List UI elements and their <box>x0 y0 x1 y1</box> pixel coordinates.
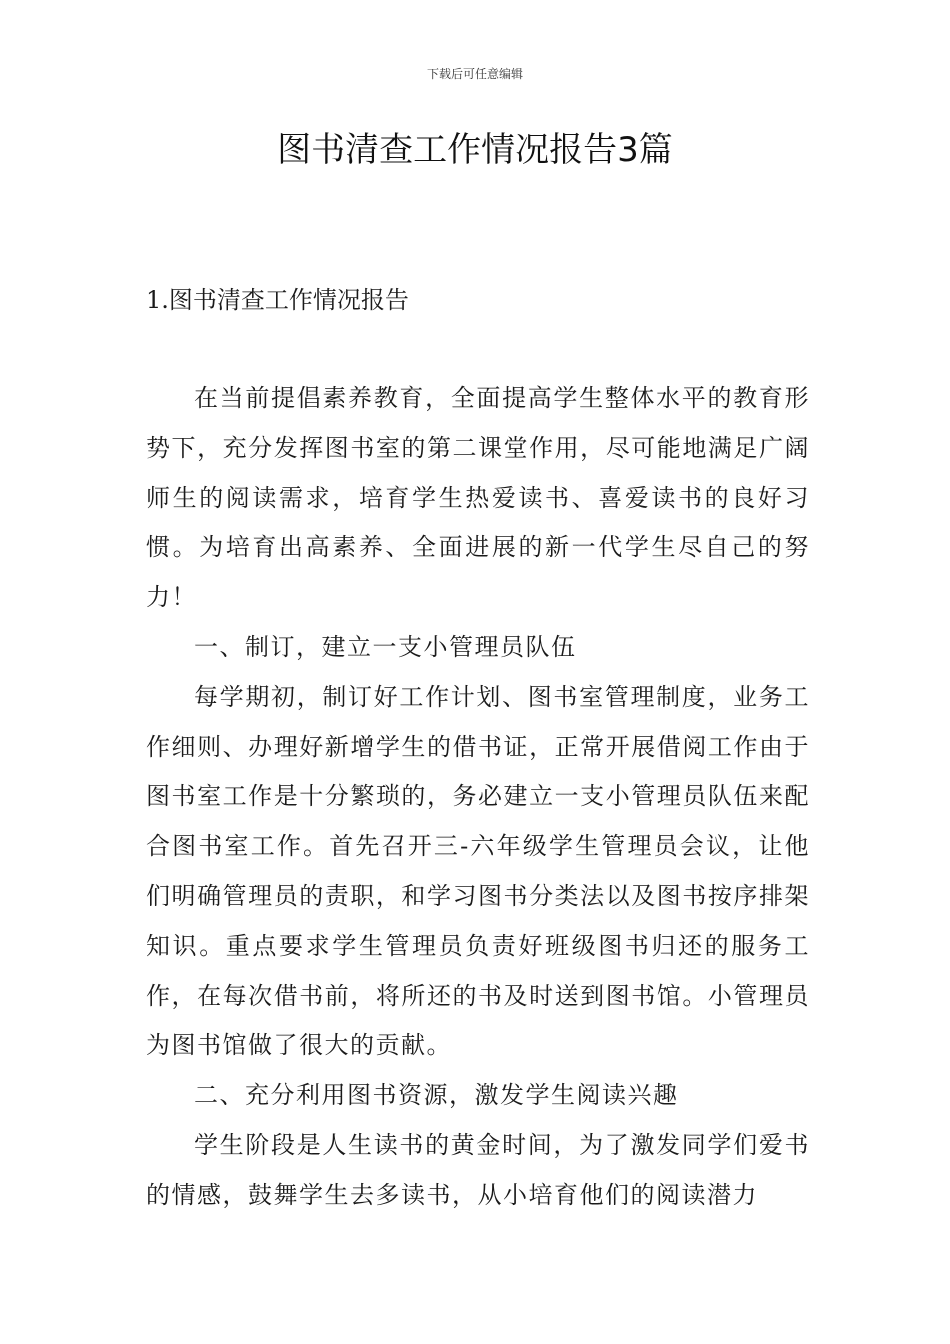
paragraph-reading: 学生阶段是人生读书的黄金时间，为了激发同学们爱书的情感，鼓舞学生去多读书，从小培育他们的阅读潜力 <box>146 1130 810 1209</box>
document-body <box>146 374 810 1221</box>
document-title: 图书清查工作情况报告3篇 <box>277 130 673 170</box>
section-heading: 1.图书清查工作情况报告 <box>146 286 409 314</box>
subheading-one: 一、制订，建立一支小管理员队伍 <box>194 632 577 661</box>
paragraph-intro: 在当前提倡素养教育，全面提高学生整体水平的教育形势下，充分发挥图书室的第二课堂作用，尽可能地满足广阔师生的阅读需求，培育学生热爱读书、喜爱读书的良好习惯。为培育出高素养、全面进展的新一代学生尽自己的努力！ <box>146 384 810 612</box>
subheading-two: 二、充分利用图书资源，激发学生阅读兴趣 <box>194 1081 679 1110</box>
page-header-note: 下载后可任意编辑 <box>426 67 523 81</box>
paragraph-team: 每学期初，制订好工作计划、图书室管理制度，业务工作细则、办理好新增学生的借书证，正常开展借阅工作由于图书室工作是十分繁琐的，务必建立一支小管理员队伍来配合图书室工作。首先召开三-六年级学生管理员会议，让他们明确管理员的责职，和学习图书分类法以及图书按序排架知识。重点要求学生管理员负责好班级图书归还的服务工作，在每次借书前，将所还的书及时送到图书馆。小管理员为图书馆做了很大的贡献。 <box>146 682 810 1060</box>
